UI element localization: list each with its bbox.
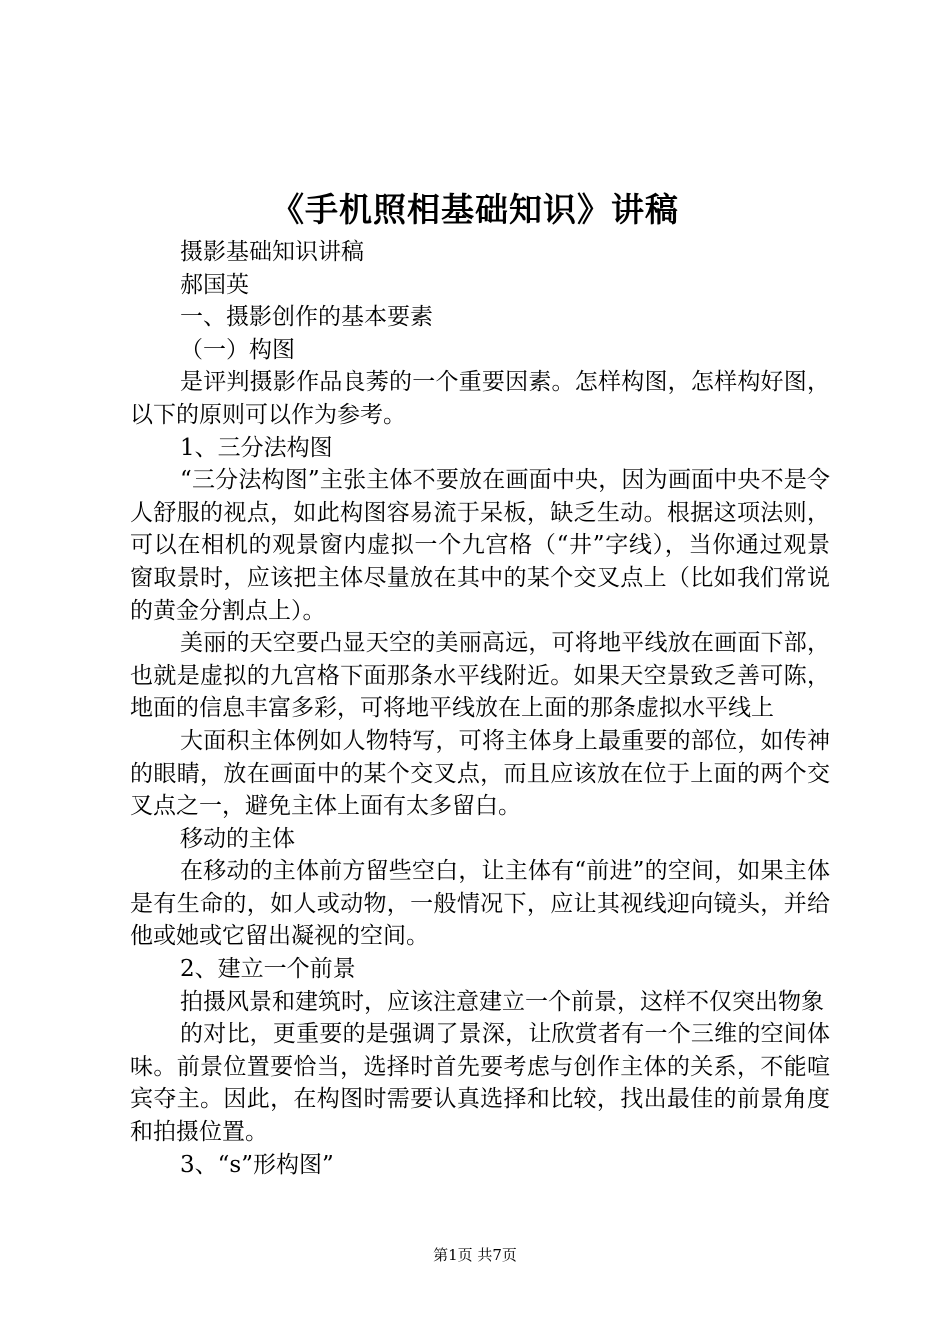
subsection-heading: 1、三分法构图 xyxy=(180,434,333,461)
paragraph: 拍摄风景和建筑时，应该注意建立一个前景，这样不仅突出物象 xyxy=(180,988,824,1015)
subsection-heading: （一）构图 xyxy=(180,336,295,363)
subsection-heading: 2、建立一个前景 xyxy=(180,956,356,983)
paragraph: 摄影基础知识讲稿 xyxy=(180,239,364,265)
paragraph: 的对比，更重要的是强调了景深，让欣赏者有一个三维的空间体味。前景位置要恰当，选择时首先要考虑与创作主体的关系，不能喧宾夺主。因此，在构图时需要认真选择和比较，找出最佳的前景角度和拍摄位置。 xyxy=(130,1021,830,1146)
document-title: 《手机照相基础知识》讲稿 xyxy=(271,190,679,229)
page-footer: 第1页 共7页 xyxy=(433,1246,517,1264)
paragraph: 郝国英 xyxy=(180,271,249,298)
document-body xyxy=(130,236,830,1181)
subsection-heading: 3、“s”形构图” xyxy=(180,1151,334,1178)
section-heading: 一、摄影创作的基本要素 xyxy=(180,304,433,331)
paragraph: 是评判摄影作品良莠的一个重要因素。怎样构图，怎样构好图，以下的原则可以作为参考。 xyxy=(130,369,830,428)
paragraph: “三分法构图”主张主体不要放在画面中央，因为画面中央不是令人舒服的视点，如此构图容易流于呆板，缺乏生动。根据这项法则，可以在相机的观景窗内虚拟一个九宫格（“井”字线），当你通过观景窗取景时，应该把主体尽量放在其中的某个交叉点上（比如我们常说的黄金分割点上）。 xyxy=(130,467,830,624)
paragraph: 移动的主体 xyxy=(180,825,295,852)
paragraph: 大面积主体例如人物特写，可将主体身上最重要的部位，如传神的眼睛，放在画面中的某个交叉点，而且应该放在位于上面的两个交叉点之一，避免主体上面有太多留白。 xyxy=(130,727,830,820)
paragraph: 美丽的天空要凸显天空的美丽高远，可将地平线放在画面下部，也就是虚拟的九宫格下面那条水平线附近。如果天空景致乏善可陈，地面的信息丰富多彩，可将地平线放在上面的那条虚拟水平线上 xyxy=(130,630,830,722)
paragraph: 在移动的主体前方留些空白，让主体有“前进”的空间，如果主体是有生命的，如人或动物，一般情况下，应让其视线迎向镜头，并给他或她或它留出凝视的空间。 xyxy=(130,858,830,950)
